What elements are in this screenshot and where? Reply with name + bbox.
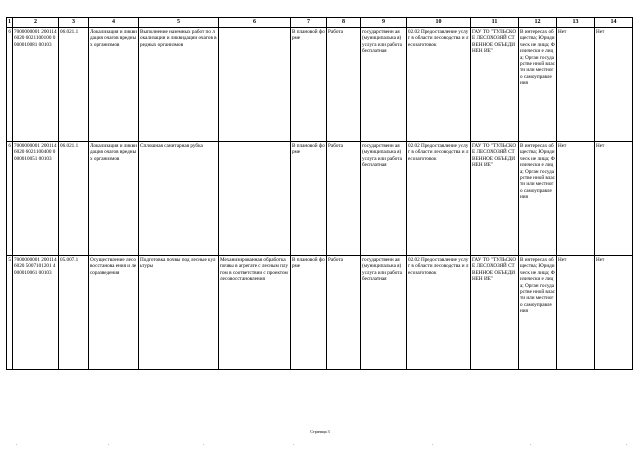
cell-okved: 02.02 Предоставление услуг в области лесоводства и лесозаготовок: [407, 28, 471, 142]
cell-conditions: [219, 142, 291, 256]
cell-consumers: В интересах общества; Юридическ ие лица; Физически е лица; Орган государстве нной власти или местного самоуправле ния: [519, 28, 557, 142]
scan-artifacts: [0, 443, 640, 449]
header-cell: 12: [519, 18, 557, 28]
scan-dot: ·: [108, 443, 110, 448]
scan-dot: ·: [203, 443, 205, 448]
header-cell: 1: [7, 18, 13, 28]
header-cell: 13: [557, 18, 595, 28]
cell-flag-14: Нет: [595, 142, 633, 256]
cell-form: В плановой форме: [291, 142, 327, 256]
cell-registry-number: 7000000001 2001146020 6021100400 0000010051 00103: [13, 142, 59, 256]
cell-code: 05.007.1: [59, 256, 89, 370]
header-cell: 8: [327, 18, 361, 28]
cell-index: 5: [7, 256, 13, 370]
cell-registry-number: 7000000001 2001146020 6021100100 0000010081 00103: [13, 28, 59, 142]
cell-content: Выполнение наземных работ по локализации и ликвидации очагов вредных организмов: [139, 28, 219, 142]
header-cell: 11: [471, 18, 519, 28]
header-cell: 3: [59, 18, 89, 28]
cell-payment: государственн ая (муниципальна я) услуга или работа бесплатная: [361, 28, 407, 142]
header-cell: 2: [13, 18, 59, 28]
page-footer: Страница 3: [310, 429, 330, 434]
cell-code: 06.021.1: [59, 142, 89, 256]
scan-dot: ·: [16, 443, 18, 448]
scan-dot: ·: [432, 443, 434, 448]
cell-form: В плановой форме: [291, 256, 327, 370]
cell-index: 6: [7, 142, 13, 256]
cell-flag-14: Нет: [595, 256, 633, 370]
header-cell: 4: [89, 18, 139, 28]
scan-dot: ·: [530, 443, 532, 448]
cell-flag-14: Нет: [595, 28, 633, 142]
cell-index: 6: [7, 28, 13, 142]
cell-registry-number: 7000000001 2001146020 5007101201 4000010061 00103: [13, 256, 59, 370]
table-row: [7, 256, 633, 370]
cell-form: В плановой форме: [291, 28, 327, 142]
header-cell: 10: [407, 18, 471, 28]
cell-service-name: Локализация и ликвидация очагов вредных организмов: [89, 28, 139, 142]
cell-code: 06.021.1: [59, 28, 89, 142]
cell-type: Работа: [327, 28, 361, 142]
cell-conditions: [219, 28, 291, 142]
cell-institution: ГАУ ТО "ТУЛЬСКОЕ ЛЕСОХОЗЯЙ СТВЕННОЕ ОБЪЕДИНЕН ИЕ": [471, 256, 519, 370]
scan-dot: ·: [626, 443, 628, 448]
header-cell: 9: [361, 18, 407, 28]
cell-payment: государственн ая (муниципальна я) услуга или работа бесплатная: [361, 256, 407, 370]
cell-service-name: Локализация и ликвидация очагов вредных организмов: [89, 142, 139, 256]
cell-conditions: Механизированная обработка почвы в агрегате с лесным плугом в соответствии с проектом лесовосстановления: [219, 256, 291, 370]
cell-okved: 02.02 Предоставление услуг в области лесоводства и лесозаготовок: [407, 256, 471, 370]
cell-content: Подготовка почвы под лесные культуры: [139, 256, 219, 370]
cell-okved: 02.02 Предоставление услуг в области лесоводства и лесозаготовок: [407, 142, 471, 256]
header-cell: 5: [139, 18, 219, 28]
cell-institution: ГАУ ТО "ТУЛЬСКОЕ ЛЕСОХОЗЯЙ СТВЕННОЕ ОБЪЕДИНЕН ИЕ": [471, 28, 519, 142]
cell-content: Сплошная санитарная рубка: [139, 142, 219, 256]
cell-institution: ГАУ ТО "ТУЛЬСКОЕ ЛЕСОХОЗЯЙ СТВЕННОЕ ОБЪЕДИНЕН ИЕ": [471, 142, 519, 256]
cell-type: Работа: [327, 256, 361, 370]
cell-type: Работа: [327, 142, 361, 256]
cell-service-name: Осуществление лесовосстанова ения и лесоразведения: [89, 256, 139, 370]
header-row: [7, 18, 633, 28]
cell-flag-13: Нет: [557, 256, 595, 370]
header-cell: 6: [219, 18, 291, 28]
cell-consumers: В интересах общества; Юридическ ие лица; Физически е лица; Орган государстве нной власти или местного самоуправле ния: [519, 256, 557, 370]
table-row: [7, 28, 633, 142]
cell-consumers: В интересах общества; Юридическ ие лица; Физически е лица; Орган государстве нной власти или местного самоуправле ния: [519, 142, 557, 256]
header-cell: 7: [291, 18, 327, 28]
cell-flag-13: Нет: [557, 142, 595, 256]
table-row: [7, 142, 633, 256]
cell-payment: государственн ая (муниципальна я) услуга или работа бесплатная: [361, 142, 407, 256]
header-cell: 14: [595, 18, 633, 28]
scan-dot: ·: [293, 443, 295, 448]
cell-flag-13: Нет: [557, 28, 595, 142]
registry-table: [6, 17, 633, 370]
